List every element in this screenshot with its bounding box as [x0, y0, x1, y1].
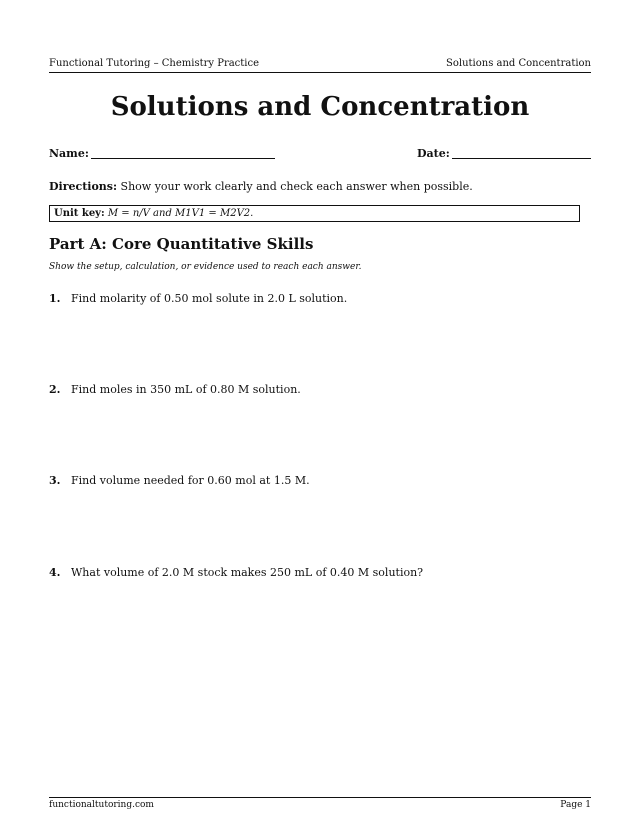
footer-left: functionaltutoring.com: [49, 800, 154, 810]
question-3: [49, 474, 310, 487]
question-number: 2.: [49, 383, 61, 396]
part-a-subtitle: Show the setup, calculation, or evidence used to reach each answer.: [49, 262, 362, 272]
footer-rule: [49, 797, 591, 798]
header-right: Solutions and Concentration: [446, 58, 591, 69]
footer-page-number: Page 1: [560, 800, 591, 810]
question-number: 1.: [49, 292, 61, 305]
date-blank-line: [452, 158, 591, 159]
header-rule: [49, 72, 591, 73]
question-number: 4.: [49, 566, 61, 579]
question-number: 3.: [49, 474, 61, 487]
part-a-title: Part A: Core Quantitative Skills: [49, 235, 314, 253]
unit-key-label: Unit key:: [54, 208, 105, 219]
unit-key-text: M = n/V and M1V1 = M2V2.: [107, 208, 254, 219]
name-label: Name:: [49, 147, 89, 160]
question-text: Find moles in 350 mL of 0.80 M solution.: [71, 383, 301, 396]
unit-key-box: [49, 205, 580, 222]
question-1: [49, 292, 347, 305]
name-blank-line: [91, 158, 275, 159]
question-2: [49, 383, 301, 396]
question-text: Find volume needed for 0.60 mol at 1.5 M.: [71, 474, 310, 487]
directions-text: Show your work clearly and check each answer when possible.: [117, 180, 473, 193]
directions: [49, 180, 473, 193]
question-text: What volume of 2.0 M stock makes 250 mL of 0.40 M solution?: [71, 566, 424, 579]
date-label: Date:: [417, 147, 450, 160]
page-title: Solutions and Concentration: [110, 92, 530, 122]
question-4: [49, 566, 423, 579]
header-left: Functional Tutoring – Chemistry Practice: [49, 58, 260, 69]
directions-label: Directions:: [49, 180, 118, 193]
question-text: Find molarity of 0.50 mol solute in 2.0 L solution.: [71, 292, 348, 305]
